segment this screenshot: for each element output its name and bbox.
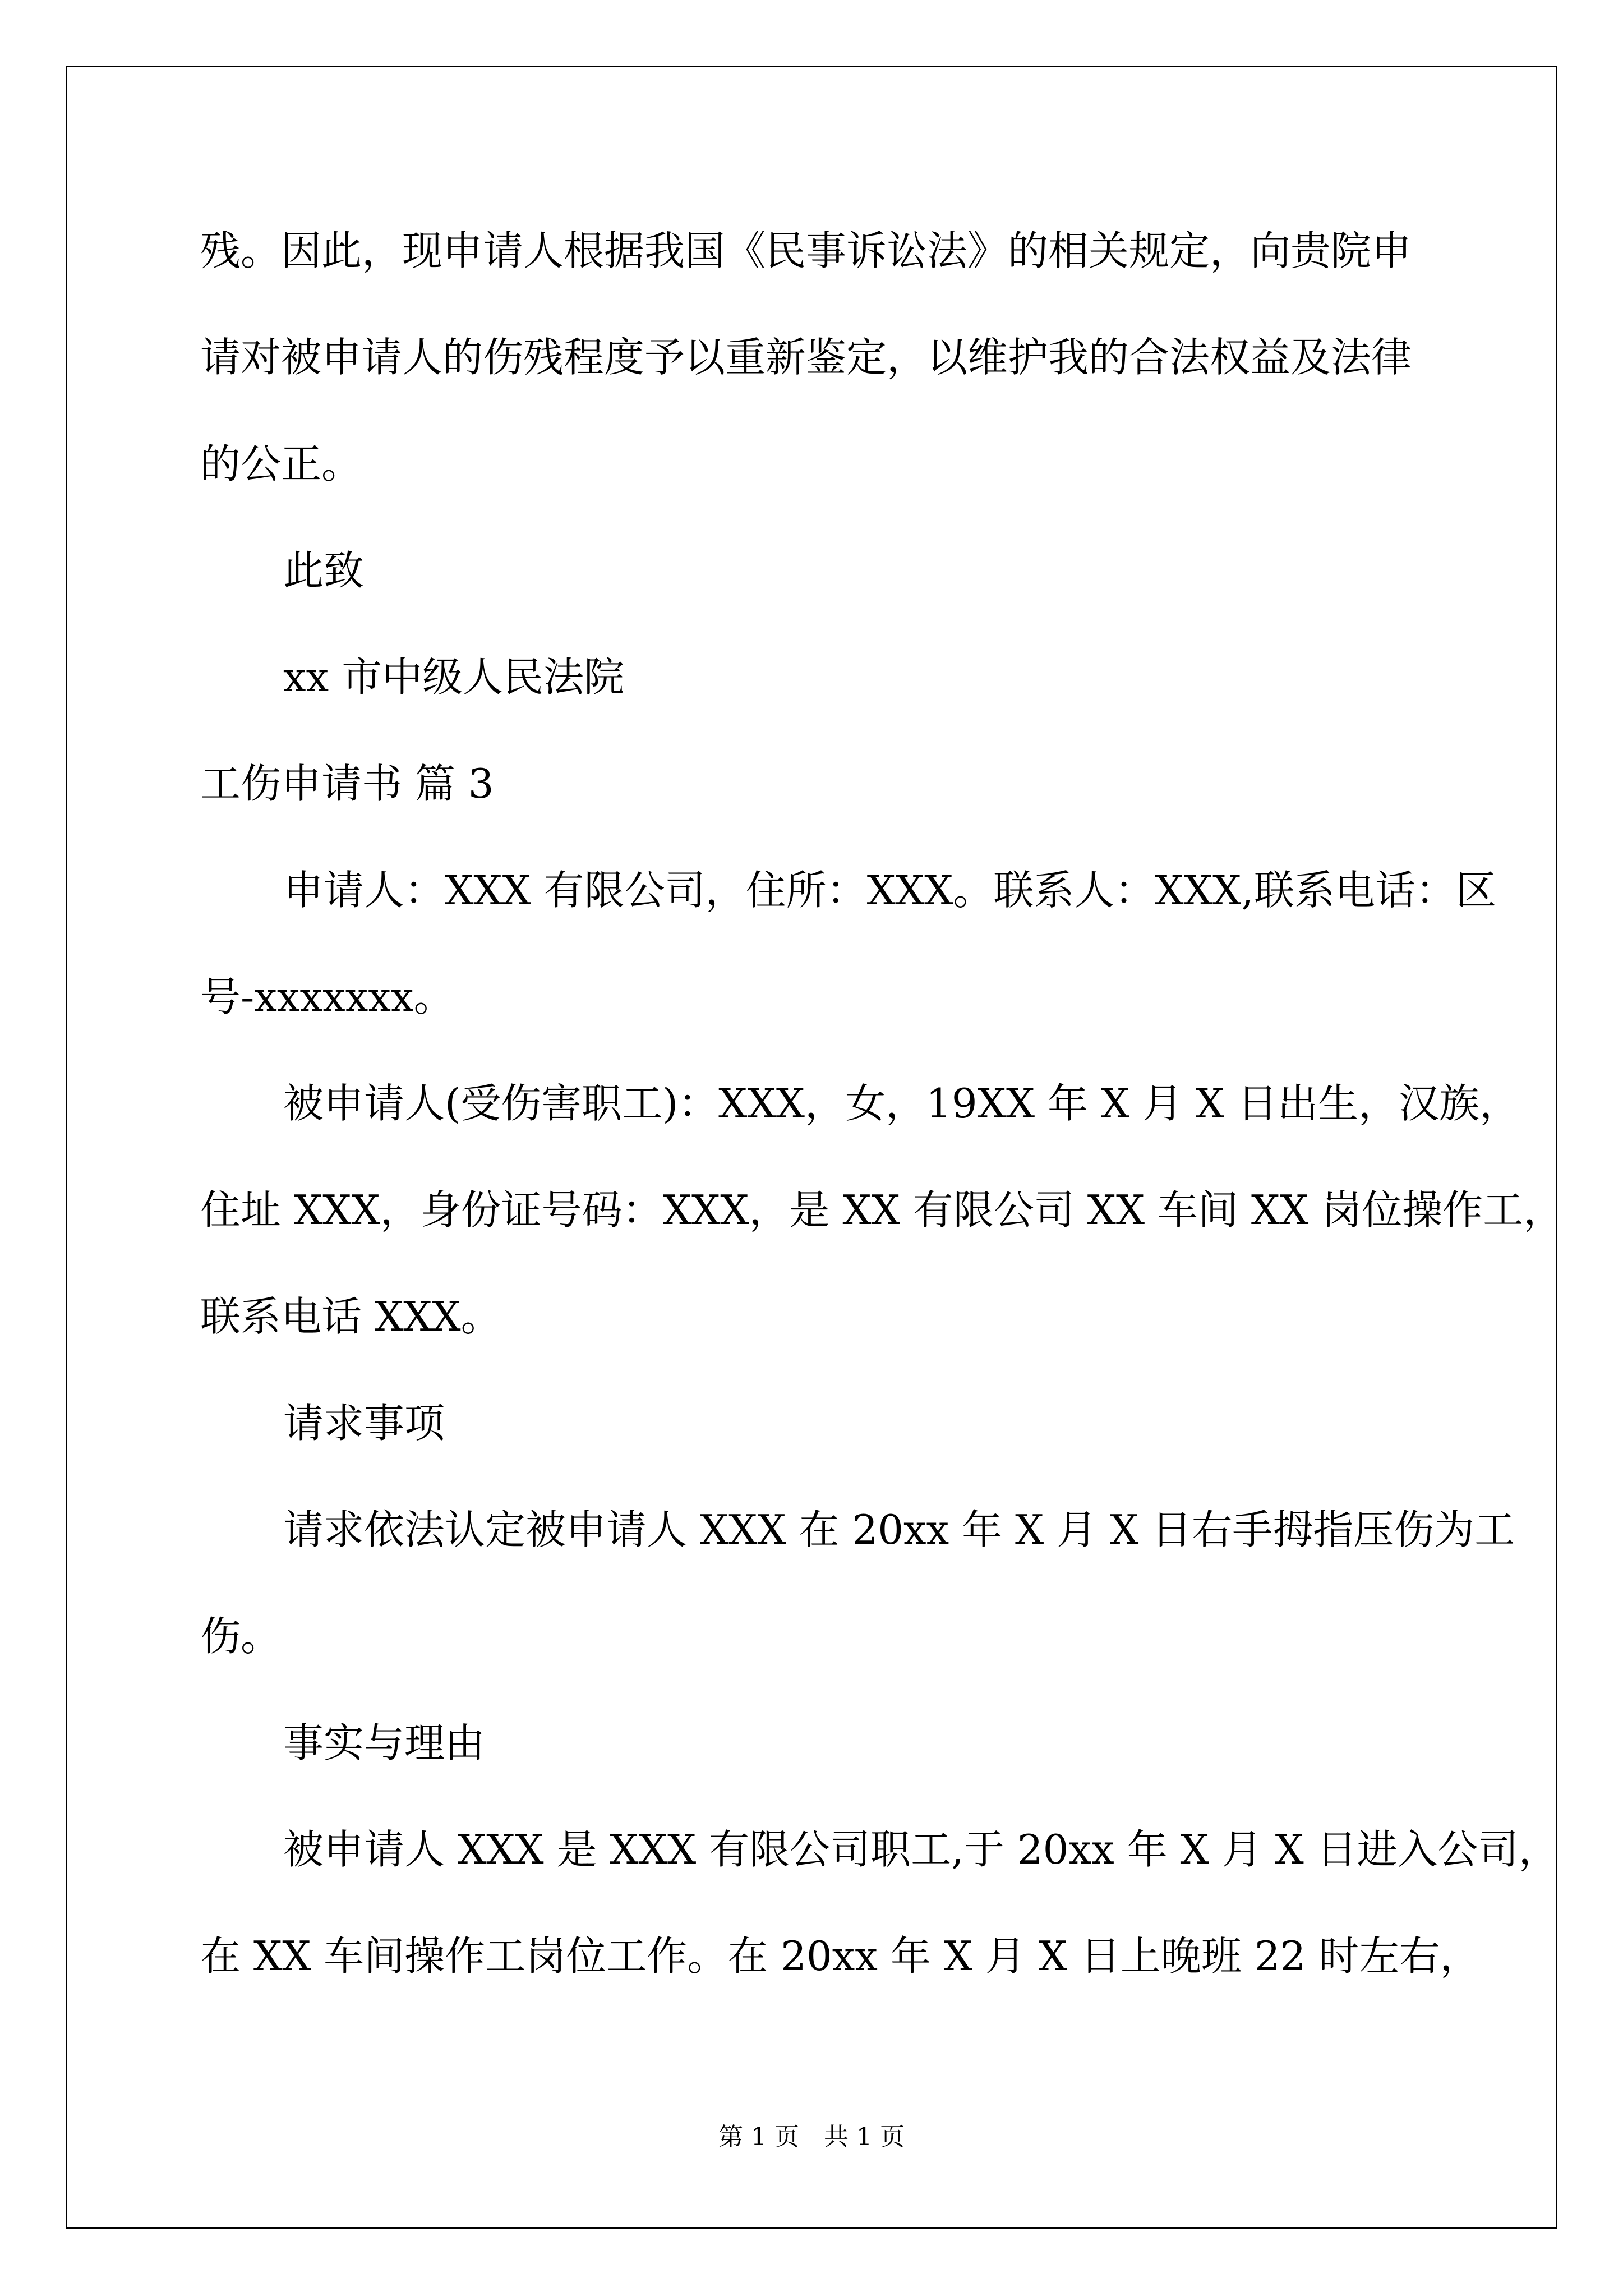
text-line: 被申请人(受伤害职工)：XXX，女，19XX 年 X 月 X 日出生，汉族， bbox=[283, 1080, 1520, 1127]
text-line: 在 XX 车间操作工岗位工作。在 20xx 年 X 月 X 日上晚班 22 时左右， bbox=[200, 1932, 1481, 1980]
text-line: 残。因此，现申请人根据我国《民事诉讼法》的相关规定，向贵院申 bbox=[200, 227, 1412, 274]
text-line: 住址 XXX，身份证号码：XXX，是 XX 有限公司 XX 车间 XX 岗位操作工， bbox=[200, 1186, 1564, 1234]
subheading-requests: 请求事项 bbox=[283, 1400, 445, 1447]
text-line: 请求依法认定被申请人 XXX 在 20xx 年 X 月 X 日右手拇指压伤为工 bbox=[283, 1506, 1515, 1553]
text-line: 联系电话 XXX。 bbox=[200, 1293, 501, 1340]
page-border bbox=[66, 66, 1557, 2229]
page-footer: 第 1 页 共 1 页 bbox=[718, 2123, 905, 2151]
subheading-facts: 事实与理由 bbox=[283, 1719, 486, 1766]
text-line: 伤。 bbox=[200, 1613, 282, 1660]
text-line: 号-xxxxxxx。 bbox=[200, 973, 454, 1020]
text-line: 申请人：XXX 有限公司，住所：XXX。联系人：XXX,联系电话：区 bbox=[283, 867, 1497, 914]
recipient-court: xx 市中级人民法院 bbox=[283, 654, 625, 701]
text-line: 被申请人 XXX 是 XXX 有限公司职工,于 20xx 年 X 月 X 日进入公司， bbox=[283, 1826, 1559, 1873]
text-line: 的公正。 bbox=[200, 440, 362, 487]
text-line: 请对被申请人的伤残程度予以重新鉴定，以维护我的合法权益及法律 bbox=[200, 334, 1412, 381]
section-heading: 工伤申请书 篇 3 bbox=[200, 760, 494, 807]
salutation: 此致 bbox=[283, 547, 365, 594]
